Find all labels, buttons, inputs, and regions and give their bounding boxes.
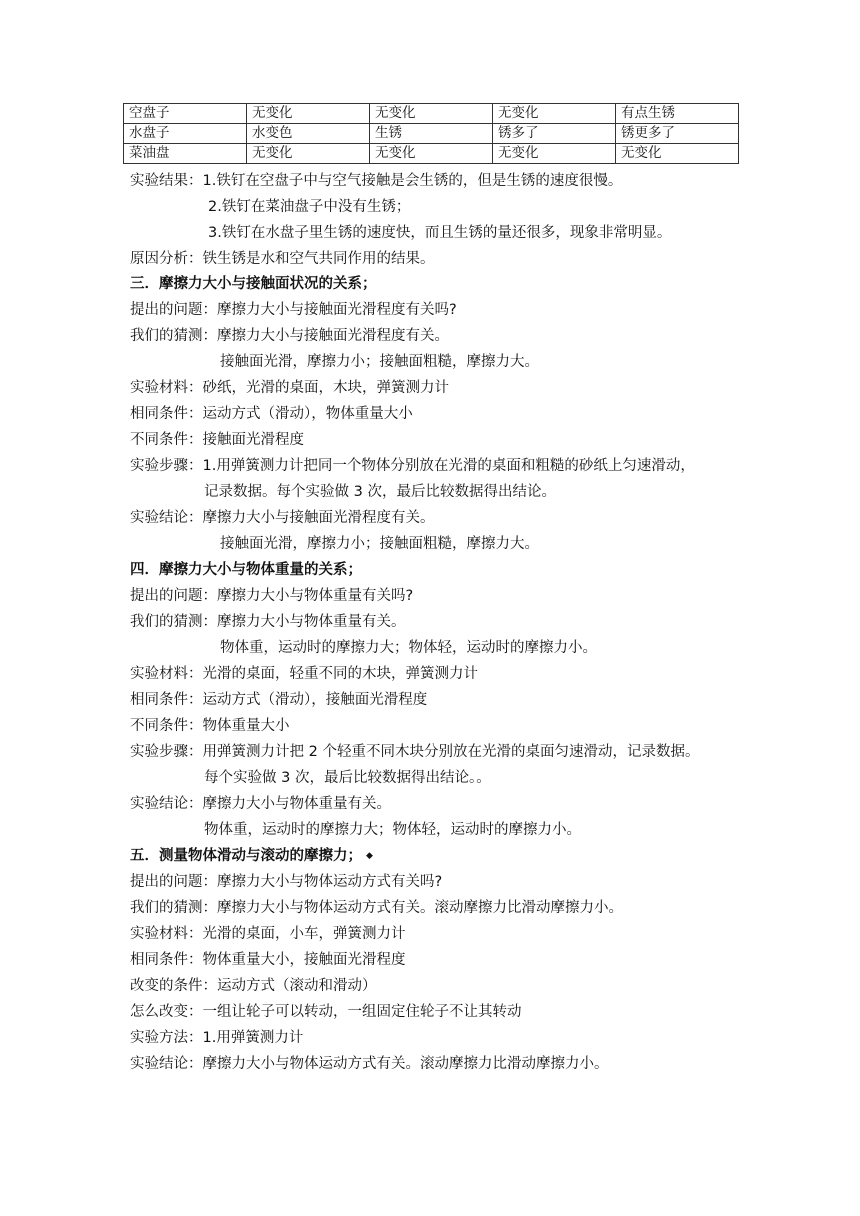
conclusion-line: 实验结论：摩擦力大小与物体重量有关。 — [130, 796, 391, 812]
rust-observation-table — [123, 103, 739, 164]
result-line-1: 实验结果：1.铁钉在空盘子中与空气接触是会生锈的，但是生锈的速度很慢。 — [130, 173, 623, 189]
steps-continued: 记录数据。每个实验做 3 次，最后比较数据得出结论。 — [204, 484, 556, 500]
different-conditions-line: 不同条件：接触面光滑程度 — [130, 432, 304, 448]
cause-analysis: 原因分析：铁生锈是水和空气共同作用的结果。 — [130, 251, 435, 267]
table-cell: 水变色 — [247, 124, 370, 144]
table-cell: 无变化 — [370, 104, 493, 124]
table-row — [124, 144, 739, 164]
conclusion-detail: 物体重，运动时的摩擦力大；物体轻，运动时的摩擦力小。 — [204, 822, 581, 838]
section-heading-5: 五．测量物体滑动与滚动的摩擦力； ◆ — [130, 843, 373, 869]
table-row — [124, 124, 739, 144]
diamond-marker-icon: ◆ — [366, 851, 373, 861]
table-cell: 无变化 — [247, 144, 370, 164]
question-line: 提出的问题：摩擦力大小与物体运动方式有关吗? — [130, 874, 443, 890]
table-cell: 无变化 — [247, 104, 370, 124]
table-cell: 无变化 — [616, 144, 739, 164]
materials-line: 实验材料：光滑的桌面，轻重不同的木块，弹簧测力计 — [130, 666, 478, 682]
table-cell: 锈更多了 — [616, 124, 739, 144]
conclusion-line: 实验结论：摩擦力大小与物体运动方式有关。滚动摩擦力比滑动摩擦力小。 — [130, 1056, 609, 1072]
question-line: 提出的问题：摩擦力大小与接触面光滑程度有关吗? — [130, 302, 457, 318]
result-line-2: 2.铁钉在菜油盘子中没有生锈； — [208, 199, 411, 215]
steps-line: 实验步骤：用弹簧测力计把 2 个轻重不同木块分别放在光滑的桌面匀速滑动，记录数据。 — [130, 744, 700, 760]
table-cell: 水盘子 — [124, 124, 247, 144]
table-cell: 菜油盘 — [124, 144, 247, 164]
steps-line: 实验步骤：1.用弹簧测力计把同一个物体分别放在光滑的桌面和粗糙的砂纸上匀速滑动， — [130, 458, 695, 474]
same-conditions-line: 相同条件：运动方式（滑动），接触面光滑程度 — [130, 692, 428, 708]
same-conditions-line: 相同条件：运动方式（滑动），物体重量大小 — [130, 406, 413, 422]
hypothesis-line: 我们的猜测：摩擦力大小与物体重量有关。 — [130, 614, 406, 630]
different-conditions-line: 不同条件：物体重量大小 — [130, 718, 290, 734]
same-conditions-line: 相同条件：物体重量大小，接触面光滑程度 — [130, 952, 406, 968]
table-row — [124, 104, 739, 124]
how-to-change-line: 怎么改变：一组让轮子可以转动，一组固定住轮子不让其转动 — [130, 1004, 522, 1020]
changed-condition-line: 改变的条件：运动方式（滚动和滑动） — [130, 978, 377, 994]
steps-continued: 每个实验做 3 次，最后比较数据得出结论。。 — [204, 770, 491, 786]
hypothesis-line: 我们的猜测：摩擦力大小与物体运动方式有关。滚动摩擦力比滑动摩擦力小。 — [130, 900, 623, 916]
hypothesis-detail: 接触面光滑，摩擦力小；接触面粗糙，摩擦力大。 — [220, 354, 539, 370]
result-line-3: 3.铁钉在水盘子里生锈的速度快，而且生锈的量还很多，现象非常明显。 — [208, 225, 672, 241]
conclusion-detail: 接触面光滑，摩擦力小；接触面粗糙，摩擦力大。 — [220, 536, 539, 552]
table-cell: 有点生锈 — [616, 104, 739, 124]
materials-line: 实验材料：砂纸，光滑的桌面，木块，弹簧测力计 — [130, 380, 449, 396]
conclusion-line: 实验结论：摩擦力大小与接触面光滑程度有关。 — [130, 510, 435, 526]
materials-line: 实验材料：光滑的桌面，小车，弹簧测力计 — [130, 926, 406, 942]
table-cell: 无变化 — [493, 144, 616, 164]
table-cell: 锈多了 — [493, 124, 616, 144]
hypothesis-line: 我们的猜测：摩擦力大小与接触面光滑程度有关。 — [130, 328, 449, 344]
method-line: 实验方法：1.用弹簧测力计 — [130, 1030, 304, 1046]
table-cell: 无变化 — [370, 144, 493, 164]
table-cell: 无变化 — [493, 104, 616, 124]
table-cell: 空盘子 — [124, 104, 247, 124]
section-heading-4: 四．摩擦力大小与物体重量的关系； — [130, 562, 362, 578]
hypothesis-detail: 物体重，运动时的摩擦力大；物体轻，运动时的摩擦力小。 — [220, 640, 597, 656]
table-cell: 生锈 — [370, 124, 493, 144]
question-line: 提出的问题：摩擦力大小与物体重量有关吗? — [130, 588, 414, 604]
section-heading-3: 三．摩擦力大小与接触面状况的关系； — [130, 276, 377, 292]
